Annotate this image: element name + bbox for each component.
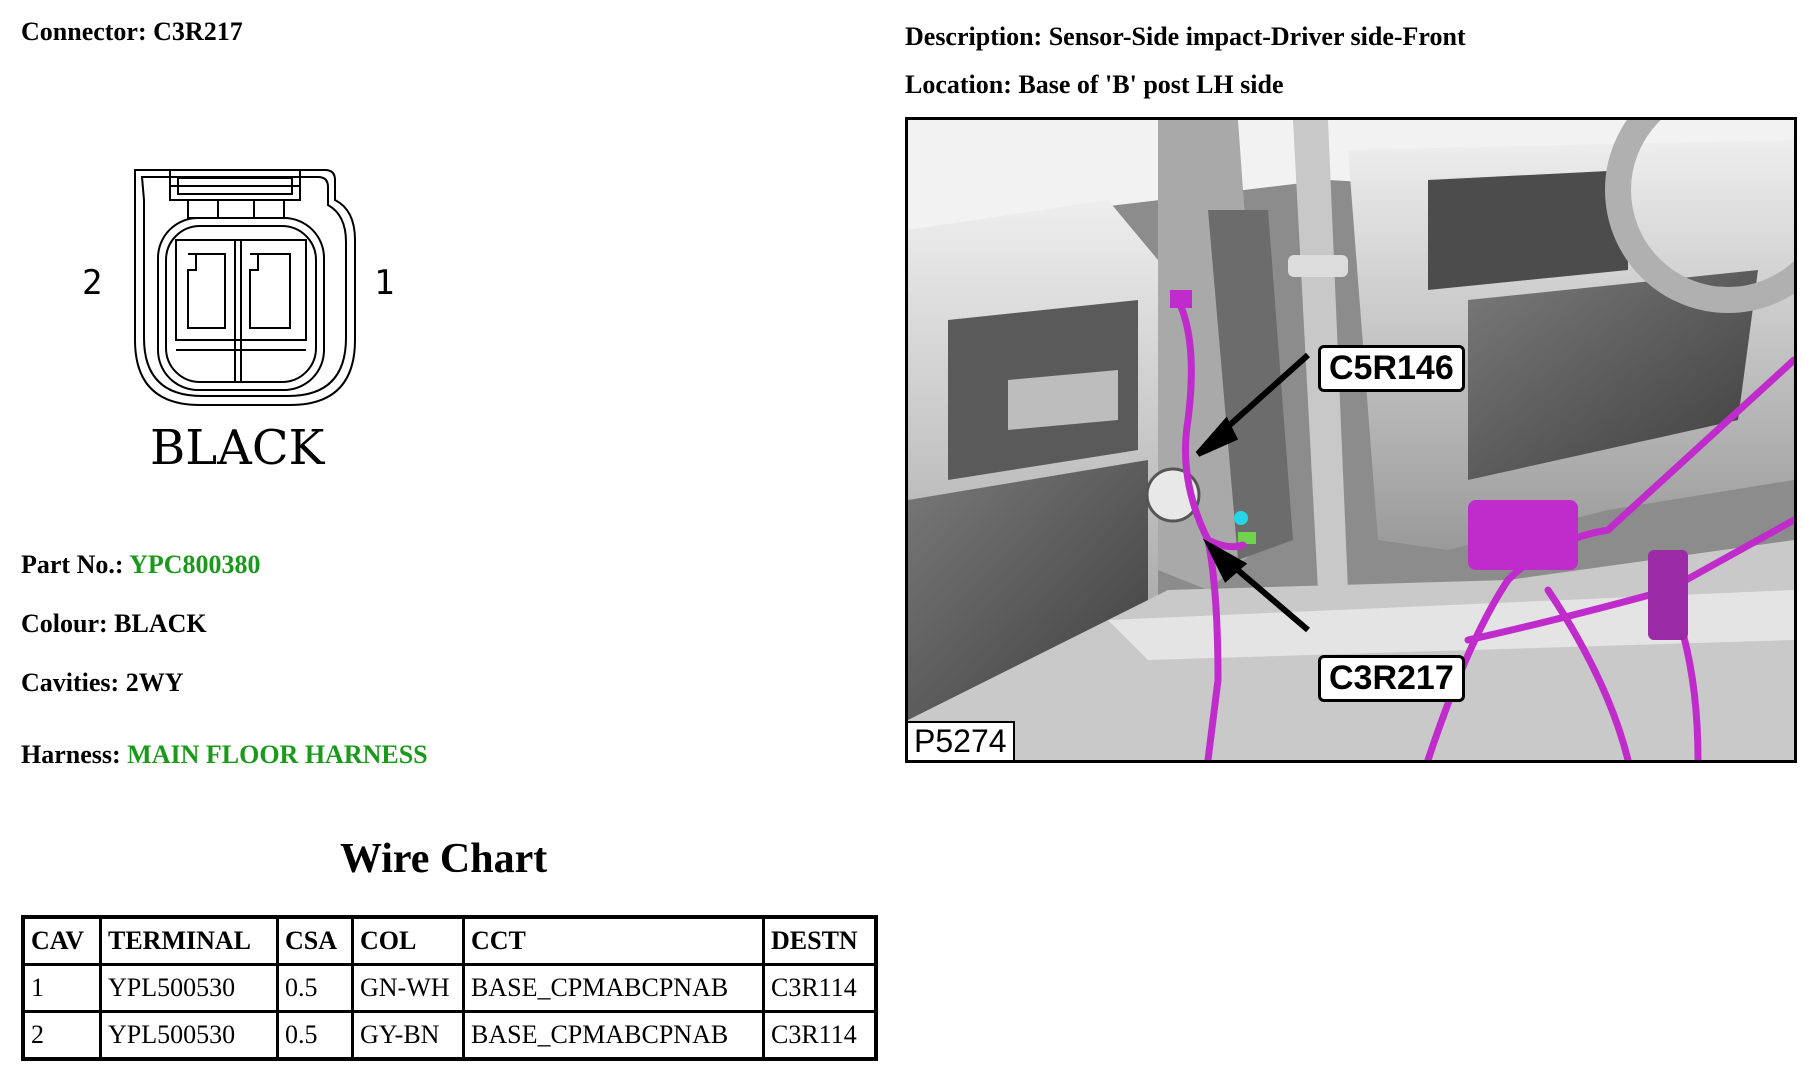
location-illustration	[905, 117, 1797, 763]
col-header-destn: DESTN	[764, 917, 877, 965]
connector-label: Connector:	[21, 17, 147, 46]
location-label: Location:	[905, 70, 1012, 99]
callout-c5r146: C5R146	[1318, 345, 1465, 392]
cell-terminal: YPL500530	[101, 965, 278, 1012]
cell-col: GY-BN	[353, 1012, 464, 1060]
col-header-terminal: TERMINAL	[101, 917, 278, 965]
cell-cav: 1	[23, 965, 101, 1012]
colour-label: Colour:	[21, 609, 108, 638]
wire-chart-header-row	[23, 917, 876, 965]
wire-chart-table	[21, 915, 878, 1061]
pin-1-label: 1	[374, 263, 395, 303]
cell-cav: 2	[23, 1012, 101, 1060]
colour-line	[21, 609, 207, 639]
harness-link[interactable]: MAIN FLOOR HARNESS	[127, 740, 428, 769]
cell-cct: BASE_CPMABCPNAB	[464, 965, 764, 1012]
photo-id-label: P5274	[908, 721, 1015, 760]
cell-destn: C3R114	[764, 1012, 877, 1060]
part-number-line	[21, 550, 261, 580]
connector-face-drawing	[80, 150, 380, 410]
callout-c3r217: C3R217	[1318, 655, 1465, 702]
col-header-csa: CSA	[278, 917, 353, 965]
col-header-col: COL	[353, 917, 464, 965]
description-label: Description:	[905, 22, 1043, 51]
part-number-link[interactable]: YPC800380	[129, 550, 261, 579]
location-value: Base of 'B' post LH side	[1018, 70, 1284, 99]
part-number-label: Part No.:	[21, 550, 124, 579]
cell-csa: 0.5	[278, 965, 353, 1012]
col-header-cct: CCT	[464, 917, 764, 965]
location-line	[905, 70, 1283, 100]
cell-csa: 0.5	[278, 1012, 353, 1060]
cell-cct: BASE_CPMABCPNAB	[464, 1012, 764, 1060]
harness-line	[21, 740, 428, 770]
cell-col: GN-WH	[353, 965, 464, 1012]
description-line	[905, 22, 1466, 52]
table-row	[23, 1012, 876, 1060]
connector-heading	[21, 17, 243, 47]
cell-terminal: YPL500530	[101, 1012, 278, 1060]
pin-2-label: 2	[82, 263, 103, 303]
description-value: Sensor-Side impact-Driver side-Front	[1048, 22, 1466, 51]
cavities-value: 2WY	[125, 668, 184, 697]
cavities-label: Cavities:	[21, 668, 120, 697]
col-header-cav: CAV	[23, 917, 101, 965]
connector-value: C3R217	[153, 17, 243, 46]
table-row	[23, 965, 876, 1012]
connector-colour-caption: BLACK	[150, 420, 325, 476]
harness-label: Harness:	[21, 740, 121, 769]
cell-destn: C3R114	[764, 965, 877, 1012]
colour-value: BLACK	[114, 609, 207, 638]
cavities-line	[21, 668, 183, 698]
wire-chart-title: Wire Chart	[340, 836, 548, 882]
